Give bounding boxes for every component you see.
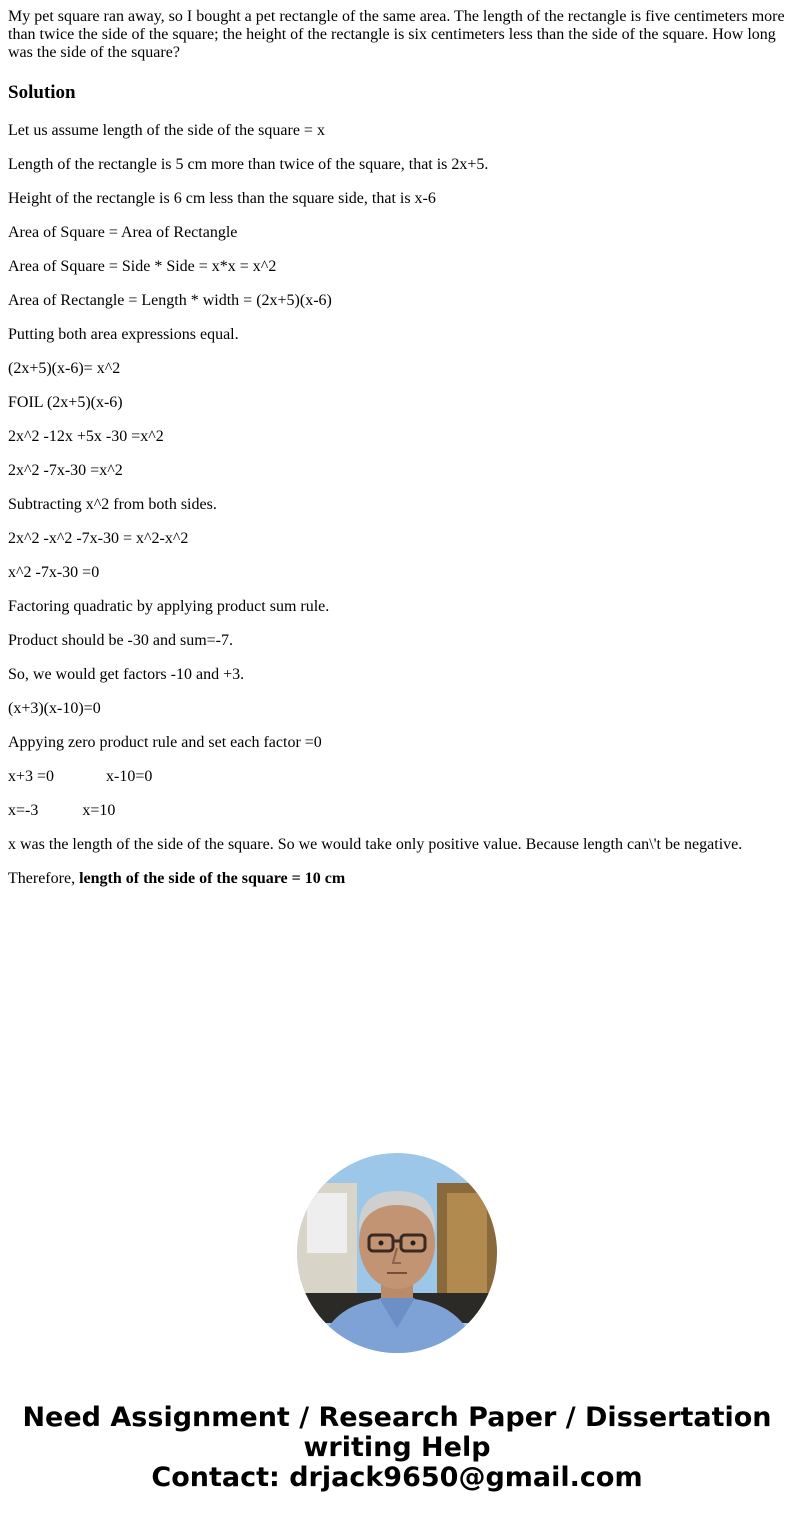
solution-step: (2x+5)(x-6)= x^2 xyxy=(8,360,121,377)
solution-step: Let us assume length of the side of the square = x xyxy=(8,122,325,139)
avatar xyxy=(297,1153,497,1353)
solution-step: Area of Rectangle = Length * width = (2x+5)(x-6) xyxy=(8,292,332,309)
solution-step: Length of the rectangle is 5 cm more than twice of the square, that is 2x+5. xyxy=(8,156,489,173)
footer-ad xyxy=(0,1403,794,1493)
footer-contact: Contact: drjack9650@gmail.com xyxy=(151,1462,643,1493)
solution-step: Height of the rectangle is 6 cm less than the square side, that is x-6 xyxy=(8,190,436,207)
solution-step: x^2 -7x-30 =0 xyxy=(8,564,100,581)
solution-step: Product should be -30 and sum=-7. xyxy=(8,632,233,649)
conclusion-answer: length of the side of the square = 10 cm xyxy=(79,870,346,887)
avatar-photo xyxy=(297,1153,497,1353)
solution-step: 2x^2 -12x +5x -30 =x^2 xyxy=(8,428,164,445)
solution-step: So, we would get factors -10 and +3. xyxy=(8,666,245,683)
footer-line: writing Help xyxy=(303,1432,491,1463)
solution-step: Subtracting x^2 from both sides. xyxy=(8,496,217,513)
solution-step: FOIL (2x+5)(x-6) xyxy=(8,394,123,411)
document-body xyxy=(8,8,788,904)
solution-step: Area of Square = Side * Side = x*x = x^2 xyxy=(8,258,277,275)
solution-step: 2x^2 -7x-30 =x^2 xyxy=(8,462,123,479)
footer-line: Need Assignment / Research Paper / Dissertation xyxy=(22,1402,772,1433)
solution-step: x=-3 x=10 xyxy=(8,802,116,819)
solution-step: Putting both area expressions equal. xyxy=(8,326,239,343)
solution-step: x was the length of the side of the square. So we would take only positive value. Because length can\'t be negative. xyxy=(8,836,743,853)
solution-step: Appying zero product rule and set each factor =0 xyxy=(8,734,322,751)
solution-step: 2x^2 -x^2 -7x-30 = x^2-x^2 xyxy=(8,530,189,547)
solution-step: x+3 =0 x-10=0 xyxy=(8,768,153,785)
solution-heading: Solution xyxy=(8,82,76,103)
solution-step: (x+3)(x-10)=0 xyxy=(8,700,101,717)
conclusion-prefix: Therefore, xyxy=(8,870,80,887)
question-text: My pet square ran away, so I bought a pet rectangle of the same area. The length of the rectangle is five centimeters more than twice the side of the square; the height of the rectangle is six centimeters less than the side of the square. How long was the side of the square? xyxy=(8,8,785,61)
solution-step: Factoring quadratic by applying product sum rule. xyxy=(8,598,330,615)
conclusion xyxy=(8,870,788,888)
solution-step: Area of Square = Area of Rectangle xyxy=(8,224,238,241)
